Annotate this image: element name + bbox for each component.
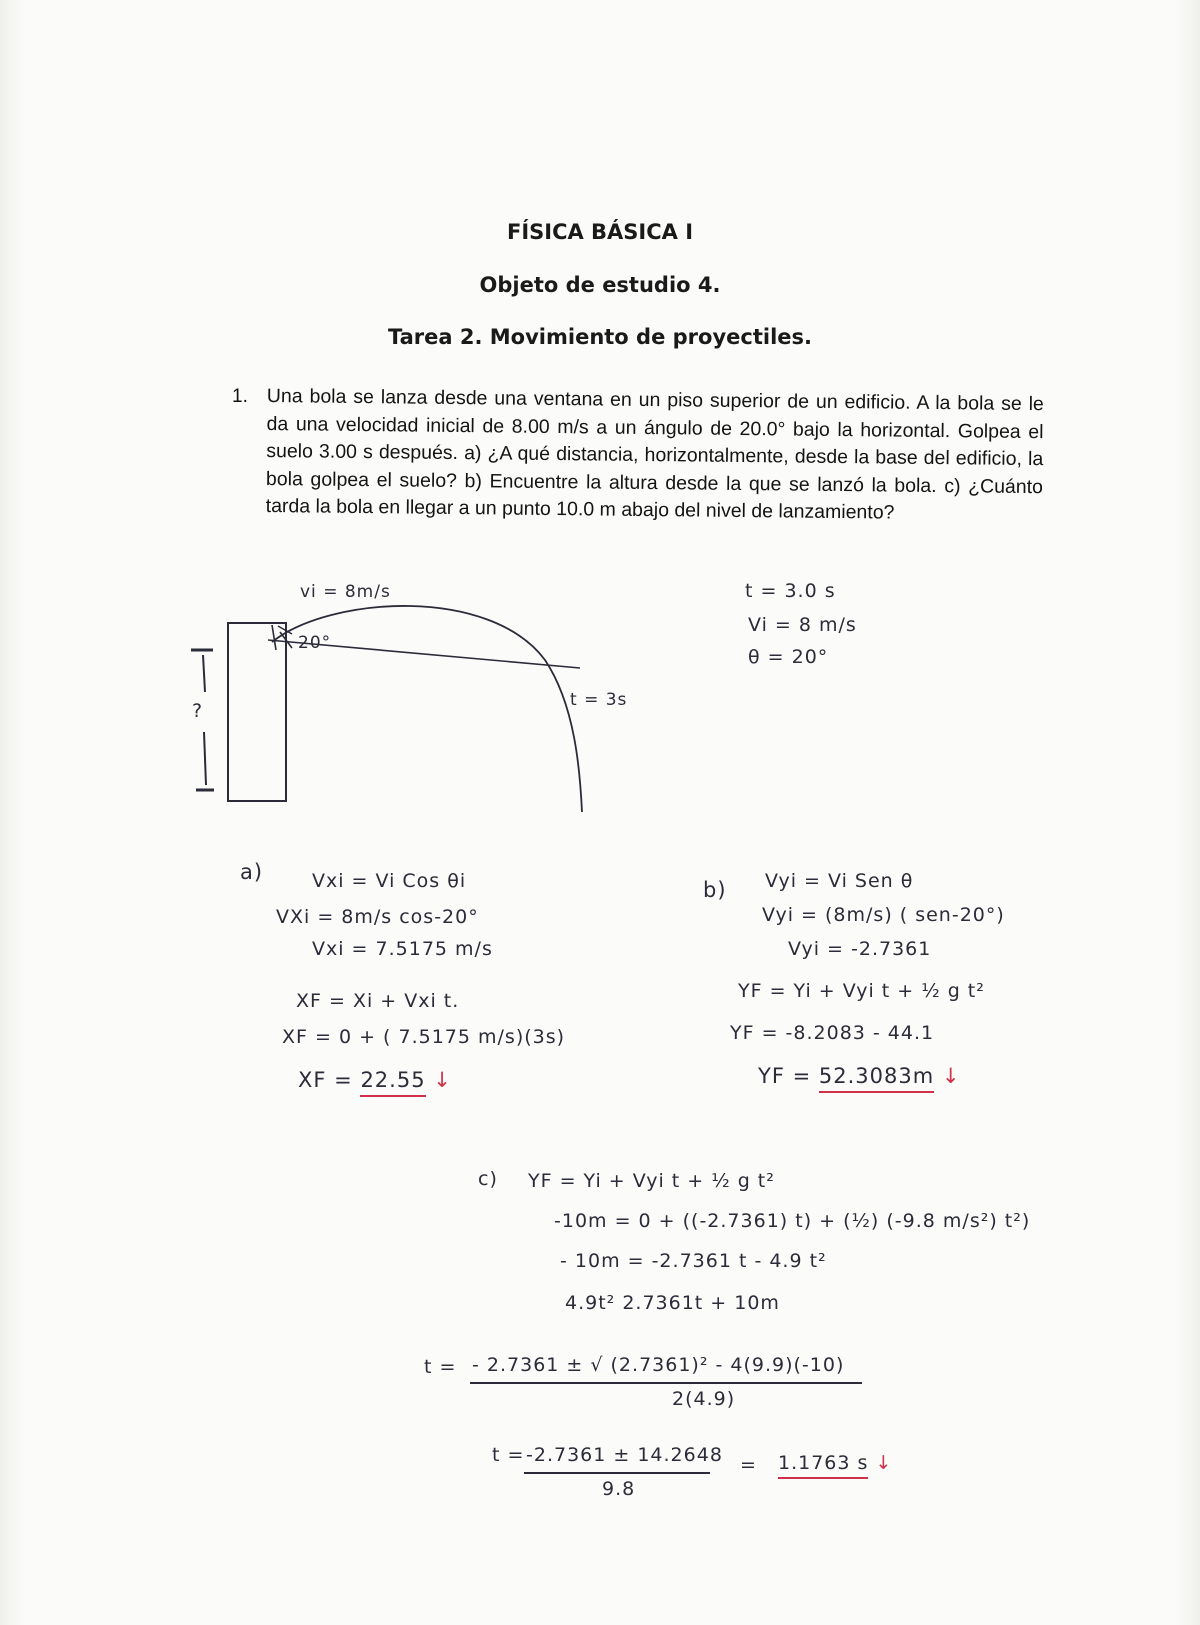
final-fraction-bar	[524, 1472, 710, 1474]
height-marker-line-bottom	[204, 732, 206, 785]
quadratic-prefix: t =	[424, 1356, 457, 1378]
given-angle: θ = 20°	[748, 646, 829, 668]
part-a-line: XF = Xi + Vxi t.	[296, 990, 460, 1012]
final-result-line	[778, 1452, 892, 1474]
quadratic-denominator: 2(4.9)	[672, 1388, 736, 1410]
final-denominator: 9.8	[602, 1478, 636, 1500]
result-arrow-icon: ↓	[941, 1064, 961, 1088]
building-outline	[228, 623, 286, 801]
part-a-line: Vxi = Vi Cos θi	[312, 870, 467, 892]
result-arrow-icon: ↓	[433, 1068, 452, 1092]
part-a-result: 22.55	[360, 1068, 425, 1097]
quadratic-fraction-bar	[470, 1382, 862, 1384]
quadratic-numerator: - 2.7361 ± √ (2.7361)² - 4(9.9)(-10)	[472, 1354, 845, 1376]
part-a-line: Vxi = 7.5175 m/s	[312, 938, 493, 960]
height-marker-line-top	[203, 655, 205, 692]
part-b-line: Vyi = Vi Sen θ	[765, 870, 914, 892]
part-b-line: YF = -8.2083 - 44.1	[730, 1022, 935, 1044]
given-time: t = 3.0 s	[745, 580, 836, 602]
problem-number: 1.	[232, 386, 248, 407]
final-prefix: t =	[492, 1444, 525, 1466]
part-c-line: -10m = 0 + ((-2.7361) t) + (½) (-9.8 m/s²) t²)	[554, 1210, 1031, 1232]
part-c-line: YF = Yi + Vyi t + ½ g t²	[528, 1170, 775, 1192]
part-b-result: 52.3083m	[819, 1064, 934, 1093]
part-c-label: c)	[478, 1168, 498, 1190]
part-a-line: VXi = 8m/s cos-20°	[276, 906, 479, 928]
part-a-line: XF = 0 + ( 7.5175 m/s)(3s)	[282, 1026, 566, 1048]
part-a-result-prefix: XF =	[298, 1068, 353, 1092]
part-c-line: - 10m = -2.7361 t - 4.9 t²	[560, 1250, 827, 1272]
part-b-result-line	[758, 1064, 960, 1088]
unit-title: Objeto de estudio 4.	[479, 273, 721, 297]
given-velocity: Vi = 8 m/s	[748, 614, 857, 636]
final-result: 1.1763 s	[778, 1452, 868, 1479]
sketch-height-unknown: ?	[192, 700, 204, 722]
part-b-line: Vyi = -2.7361	[788, 938, 932, 960]
problem-statement: Una bola se lanza desde una ventana en un piso superior de un edificio. A la bola se le da una velocidad inicial de 8.00 m/s a un ángulo de 20.0° bajo la horizontal. Golpea el suelo 3.00 s después. a) ¿A qué distancia, horizontalmente, desde la base del edificio, la bola golpea el suelo? b) Encuentre la altura desde la que se lanzó la bola. c) ¿Cuánto tarda la bola en llegar a un punto 10.0 m abajo del nivel de lanzamiento?	[265, 384, 1044, 524]
part-a-label: a)	[240, 860, 264, 884]
final-numerator: -2.7361 ± 14.2648	[526, 1444, 723, 1466]
part-c-line: 4.9t² 2.7361t + 10m	[565, 1292, 780, 1314]
part-b-result-prefix: YF =	[758, 1064, 812, 1088]
part-a-result-line	[298, 1068, 452, 1092]
task-title: Tarea 2. Movimiento de proyectiles.	[388, 325, 812, 349]
part-b-label: b)	[703, 878, 727, 902]
sketch-time: t = 3s	[570, 690, 628, 710]
sketch-initial-velocity: vi = 8m/s	[300, 582, 391, 602]
part-b-line: YF = Yi + Vyi t + ½ g t²	[738, 980, 985, 1002]
part-b-line: Vyi = (8m/s) ( sen-20°)	[762, 904, 1005, 926]
result-arrow-icon: ↓	[875, 1452, 893, 1474]
final-equals: =	[740, 1454, 757, 1476]
sketch-angle: 20°	[298, 633, 332, 653]
course-title: FÍSICA BÁSICA I	[506, 220, 694, 244]
